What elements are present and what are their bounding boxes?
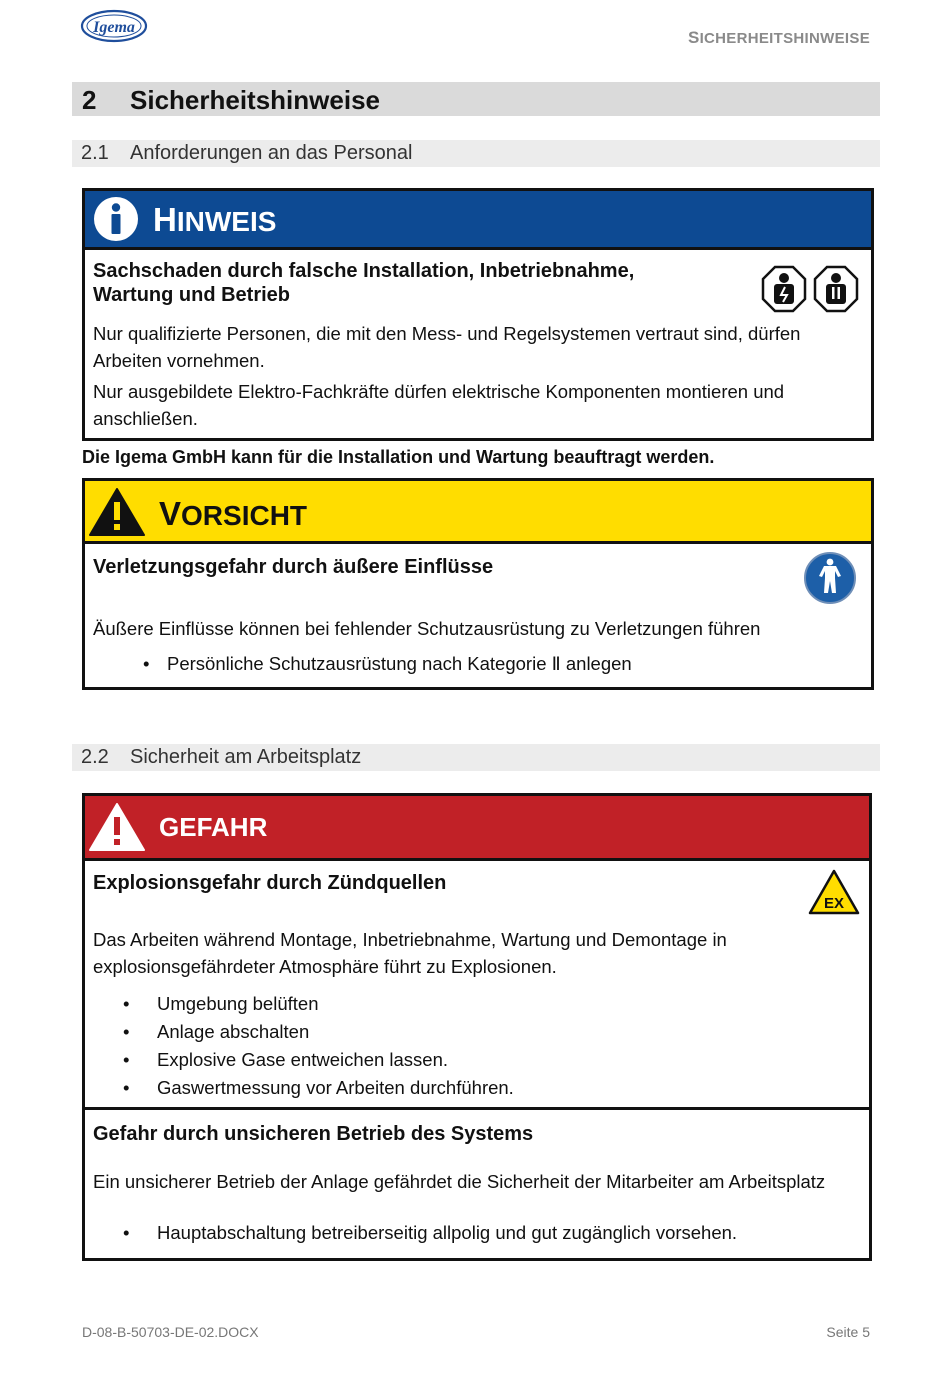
warning-triangle-icon xyxy=(88,487,146,542)
caution-title: Verletzungsgefahr durch äußere Einflüsse xyxy=(93,556,494,578)
protective-clothing-icon xyxy=(803,551,857,610)
note-line: Die Igema GmbH kann für die Installation und Wartung beauftragt werden. xyxy=(82,447,715,467)
subsection-number: 2.2 xyxy=(81,746,109,768)
running-head xyxy=(688,28,870,48)
caution-signal-word: VORSICHT xyxy=(159,495,308,532)
notice-paragraph-2: Nur ausgebildete Elektro-Fachkräfte dürfen elektrische Komponenten montieren und anschließen. xyxy=(93,381,785,429)
danger-triangle-icon xyxy=(88,802,146,857)
caution-box: VORSICHT Verletzungsgefahr durch äußere Einflüsse Äußere Einflüsse können bei fehlender Schutzausrüstung zu Verletzungen führen • Persönliche Schutzausrüstung nach Kategorie Ⅱ anlegen xyxy=(82,478,874,690)
running-head-text: SICHERHEITSHINWEISE xyxy=(687,28,870,47)
danger-title-1: Explosionsgefahr durch Zündquellen xyxy=(93,872,447,894)
section-title: Sicherheitshinweise xyxy=(130,85,380,115)
danger-title-2: Gefahr durch unsicheren Betrieb des Systems xyxy=(93,1123,534,1145)
danger-divider xyxy=(85,1107,869,1110)
notice-header-bar xyxy=(85,191,871,250)
danger-paragraph-2: Ein unsicherer Betrieb der Anlage gefährdet die Sicherheit der Mitarbeiter am Arbeitsplatz xyxy=(93,1171,826,1192)
caution-paragraph: Äußere Einflüsse können bei fehlender Schutzausrüstung zu Verletzungen führen xyxy=(93,618,761,639)
subsection-heading-2-1 xyxy=(72,140,880,167)
footer-doc-id: D-08-B-50703-DE-02.DOCX xyxy=(82,1324,259,1340)
subsection-heading-2-2 xyxy=(72,744,880,771)
subsection-title: Anforderungen an das Personal xyxy=(130,142,413,164)
section-number: 2 xyxy=(82,85,97,115)
subsection-title: Sicherheit am Arbeitsplatz xyxy=(130,746,362,768)
danger-paragraph-1: Das Arbeiten während Montage, Inbetriebnahme, Wartung und Demontage in explosionsgefährdeter Atmosphäre führt zu Explosionen. xyxy=(93,929,727,977)
ex-warning-icon xyxy=(807,868,861,921)
electrician-pictogram-icon xyxy=(761,265,807,318)
notice-signal-word: HINWEIS xyxy=(153,201,277,238)
danger-box: GEFAHR Explosionsgefahr durch Zündquellen EX Das Arbeiten während Montage, Inbetriebnahme, Wartung und Demontage in explosionsgefährdeter Atmosphäre führt zu Explosionen. • Umgebung belüften • Anlage abschalten • Explosive Gase entweichen lassen. • Gaswertmessung vor Arbeiten durchführen. Gefahr durch unsicheren Betrieb des Systems Ein unsicherer Betrieb der Anlage gefährdet die Sicherheit der Mitarbeiter am Arbeitsplatz • Hauptabschaltung betreiberseitig allpolig und gut zugänglich vorsehen. xyxy=(82,793,872,1261)
notice-box xyxy=(82,188,874,441)
footer-page-number: Seite 5 xyxy=(826,1324,870,1340)
igema-logo xyxy=(80,8,148,44)
logo-text: Igema xyxy=(93,19,135,36)
caution-header-bar xyxy=(85,481,871,544)
danger-signal-word: GEFAHR xyxy=(159,812,268,842)
danger-header-bar xyxy=(85,796,869,861)
ex-icon-text: EX xyxy=(823,895,845,912)
mechanic-pictogram-icon xyxy=(813,265,859,318)
info-icon xyxy=(93,196,139,247)
notice-title: Sachschaden durch falsche Installation, Inbetriebnahme, Wartung und Betrieb xyxy=(93,260,635,306)
notice-paragraph-1: Nur qualifizierte Personen, die mit den Mess- und Regelsystemen vertraut sind, dürfen Arbeiten vornehmen. xyxy=(93,323,801,371)
subsection-number: 2.1 xyxy=(81,142,109,164)
section-heading xyxy=(72,82,880,116)
